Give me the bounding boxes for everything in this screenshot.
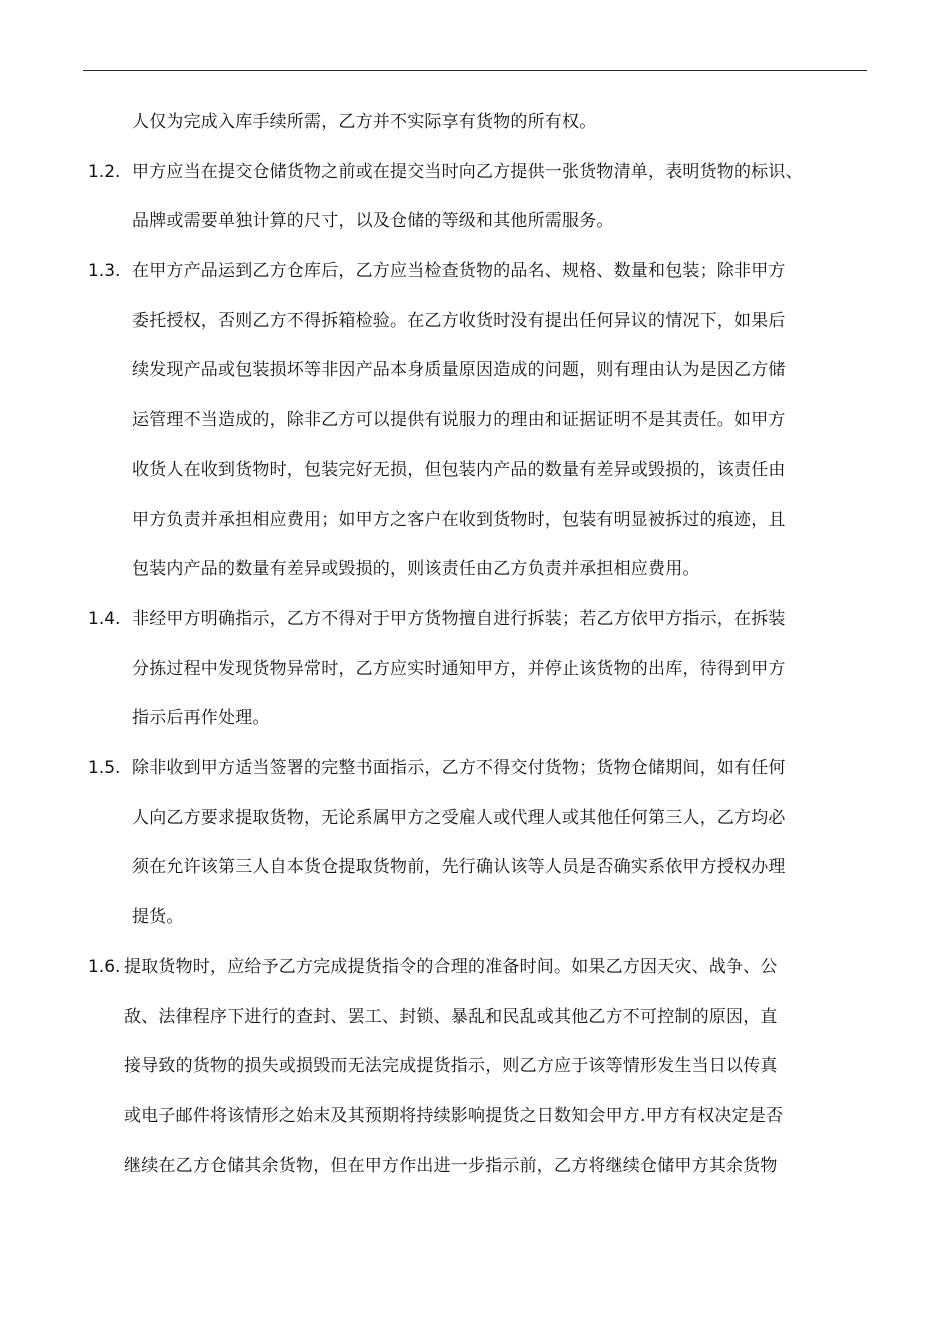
text-line: 收货人在收到货物时，包装完好无损，但包装内产品的数量有差异或毁损的，该责任由 xyxy=(132,460,786,480)
text-line: 包装内产品的数量有差异或毁损的，则该责任由乙方负责并承担相应费用。 xyxy=(132,559,700,579)
text-line: 提取货物时，应给予乙方完成提货指令的合理的准备时间。如果乙方因天灾、战争、公 xyxy=(124,957,778,977)
text-line: 甲方应当在提交仓储货物之前或在提交当时向乙方提供一张货物清单，表明货物的标识、 xyxy=(132,162,803,182)
clause-number-1-4: 1.4. xyxy=(88,609,121,629)
text-line: 指示后再作处理。 xyxy=(132,708,270,728)
text-line: 续发现产品或包装损坏等非因产品本身质量原因造成的问题，则有理由认为是因乙方储 xyxy=(132,360,786,380)
text-line: 甲方负责并承担相应费用；如甲方之客户在收到货物时，包装有明显被拆过的痕迹，且 xyxy=(132,510,786,530)
text-line: 品牌或需要单独计算的尺寸，以及仓储的等级和其他所需服务。 xyxy=(132,211,614,231)
text-line: 委托授权，否则乙方不得拆箱检验。在乙方收货时没有提出任何异议的情况下，如果后 xyxy=(132,311,786,331)
text-line: 须在允许该第三人自本货仓提取货物前，先行确认该等人员是否确实系依甲方授权办理 xyxy=(132,857,786,877)
text-line: 提货。 xyxy=(132,907,184,927)
text-line: 或电子邮件将该情形之始末及其预期将持续影响提货之日数知会甲方.甲方有权决定是否 xyxy=(124,1106,784,1126)
text-line: 分拣过程中发现货物异常时，乙方应实时通知甲方，并停止该货物的出库，待得到甲方 xyxy=(132,659,786,679)
text-line: 非经甲方明确指示，乙方不得对于甲方货物擅自进行拆装；若乙方依甲方指示，在拆装 xyxy=(132,609,786,629)
text-line: 除非收到甲方适当签署的完整书面指示，乙方不得交付货物；货物仓储期间，如有任何 xyxy=(132,758,786,778)
text-line: 继续在乙方仓储其余货物，但在甲方作出进一步指示前，乙方将继续仓储甲方其余货物 xyxy=(124,1156,778,1176)
text-line: 运管理不当造成的，除非乙方可以提供有说服力的理由和证据证明不是其责任。如甲方 xyxy=(132,410,786,430)
text-line: 人仅为完成入库手续所需，乙方并不实际享有货物的所有权。 xyxy=(132,112,597,132)
text-line: 在甲方产品运到乙方仓库后，乙方应当检查货物的品名、规格、数量和包装；除非甲方 xyxy=(132,261,786,281)
clause-number-1-2: 1.2. xyxy=(88,162,121,182)
clause-number-1-5: 1.5. xyxy=(88,758,121,778)
clause-number-1-6: 1.6. xyxy=(88,957,121,977)
header-rule xyxy=(83,70,867,71)
text-line: 人向乙方要求提取货物，无论系属甲方之受雇人或代理人或其他任何第三人，乙方均必 xyxy=(132,808,786,828)
text-line: 接导致的货物的损失或损毁而无法完成提货指示，则乙方应于该等情形发生当日以传真 xyxy=(124,1056,778,1076)
clause-number-1-3: 1.3. xyxy=(88,261,121,281)
text-line: 敌、法律程序下进行的查封、罢工、封锁、暴乱和民乱或其他乙方不可控制的原因，直 xyxy=(124,1007,778,1027)
